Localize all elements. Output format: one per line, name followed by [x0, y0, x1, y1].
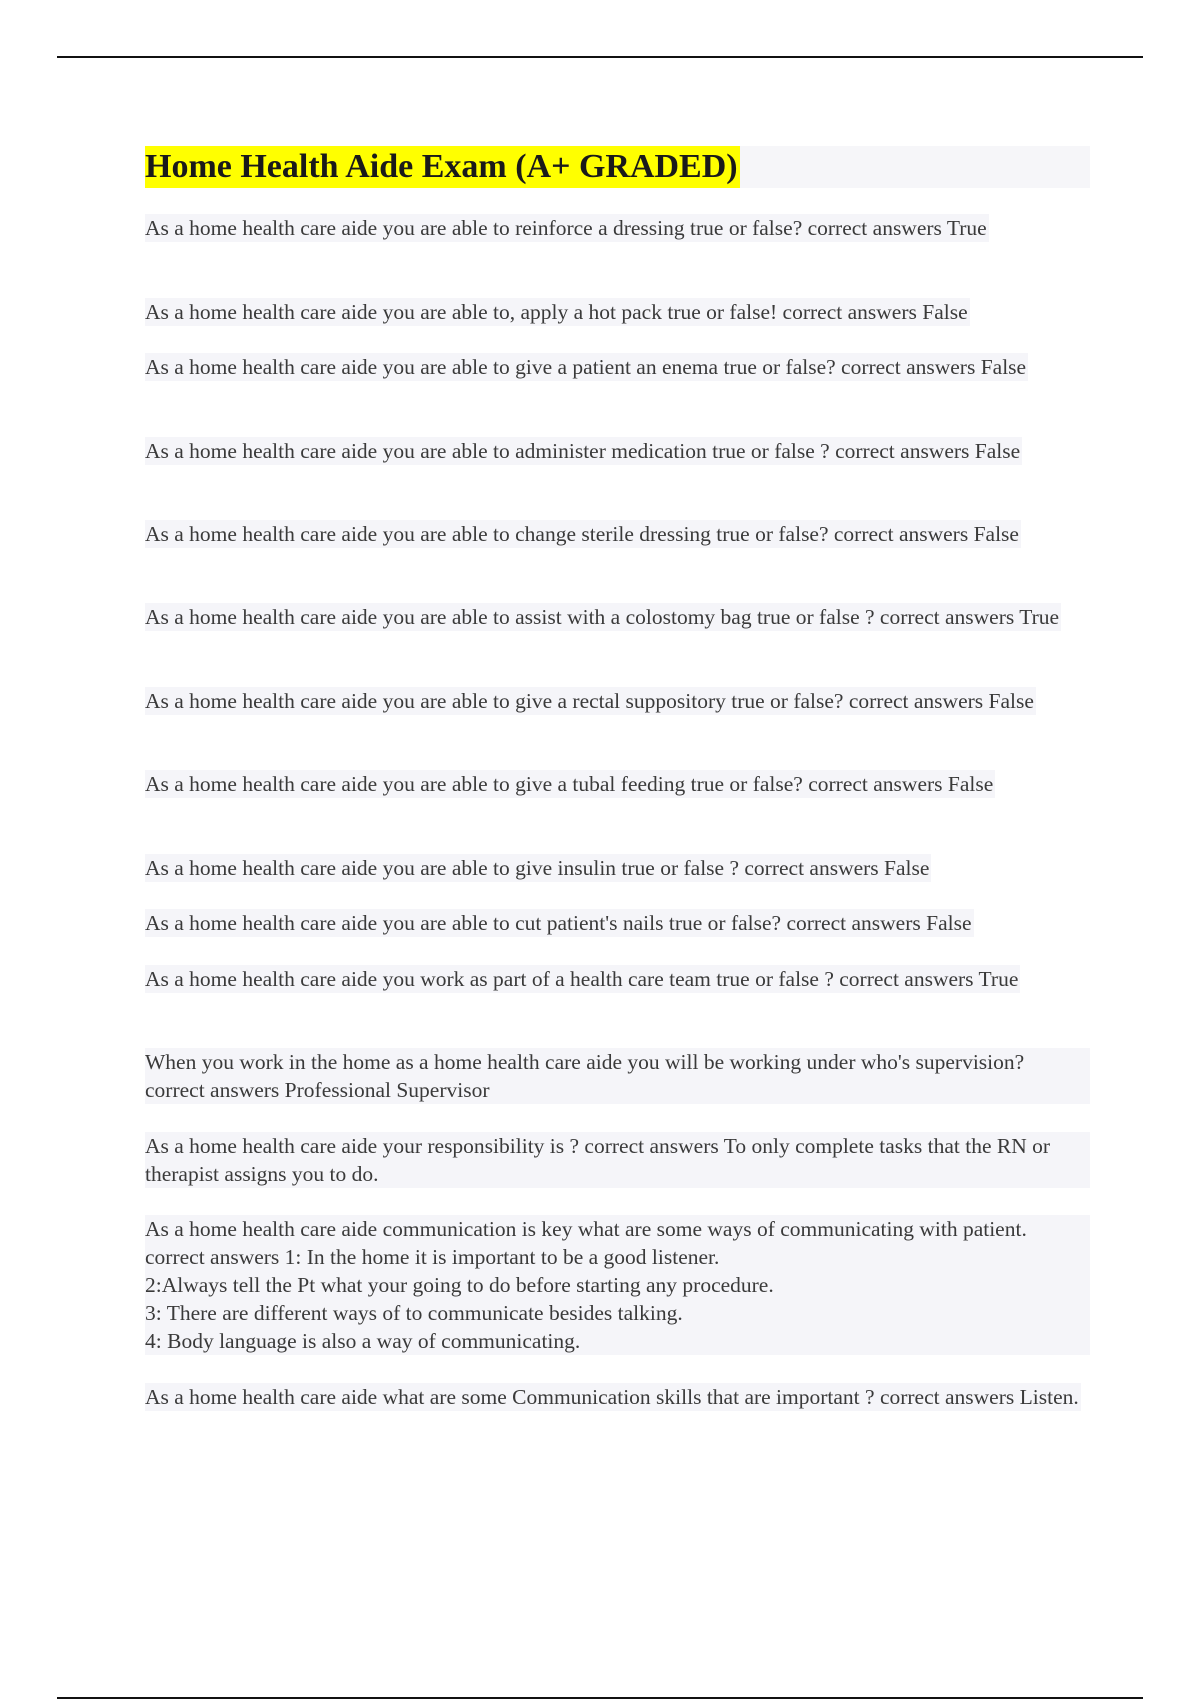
header-rule [57, 56, 1143, 58]
document-title: Home Health Aide Exam (A+ GRADED) [145, 146, 740, 188]
qa-item-12 [145, 1048, 1090, 1104]
qa-text: As a home health care aide you are able to give a rectal suppository true or false? correct answers False [145, 689, 1034, 713]
title-band [145, 146, 1090, 188]
qa-text: As a home health care aide you are able to assist with a colostomy bag true or false ? correct answers True [145, 605, 1060, 629]
qa-text: As a home health care aide you are able to give insulin true or false ? correct answers False [145, 856, 930, 880]
qa-text: As a home health care aide you are able to change sterile dressing true or false? correct answers False [145, 522, 1019, 546]
qa-text: As a home health care aide your responsibility is ? correct answers To only complete tasks that the RN or therapist assigns you to do. [145, 1132, 1090, 1188]
qa-item-7 [145, 687, 1090, 715]
qa-item-9 [145, 854, 1090, 882]
qa-item-10 [145, 909, 1090, 937]
qa-text: As a home health care aide what are some Communication skills that are important ? correct answers Listen. [145, 1385, 1079, 1409]
qa-item-1 [145, 214, 1090, 242]
qa-text: When you work in the home as a home health care aide you will be working under who's supervision? correct answers Professional Supervisor [145, 1048, 1090, 1104]
qa-item-3 [145, 353, 1090, 381]
qa-text: As a home health care aide you are able to give a patient an enema true or false? correct answers False [145, 355, 1027, 379]
document-body [145, 146, 1090, 1409]
qa-text: As a home health care aide you are able to administer medication true or false ? correct answers False [145, 439, 1021, 463]
qa-item-6 [145, 603, 1090, 631]
qa-item-13 [145, 1132, 1090, 1188]
qa-item-5 [145, 520, 1090, 548]
qa-text: As a home health care aide you are able to reinforce a dressing true or false? correct answers True [145, 216, 987, 240]
qa-text: As a home health care aide you are able to, apply a hot pack true or false! correct answers False [145, 300, 968, 324]
qa-item-15 [145, 1383, 1090, 1411]
qa-item-11 [145, 965, 1090, 993]
qa-item-4 [145, 437, 1090, 465]
qa-item-8 [145, 770, 1090, 798]
qa-text: As a home health care aide you work as part of a health care team true or false ? correct answers True [145, 967, 1019, 991]
qa-text: As a home health care aide communication is key what are some ways of communicating with patient. correct answers 1: In the home it is important to be a good listener. 2:Always tell the Pt what your going to do before starting any procedure. 3: There are different ways of to communicate besides talking. 4: Body language is also a way of communicating. [145, 1215, 1090, 1355]
qa-item-2 [145, 298, 1090, 326]
qa-text: As a home health care aide you are able to cut patient's nails true or false? correct answers False [145, 911, 972, 935]
qa-text: As a home health care aide you are able to give a tubal feeding true or false? correct answers False [145, 772, 994, 796]
footer-rule [57, 1697, 1143, 1699]
qa-item-14 [145, 1215, 1090, 1355]
